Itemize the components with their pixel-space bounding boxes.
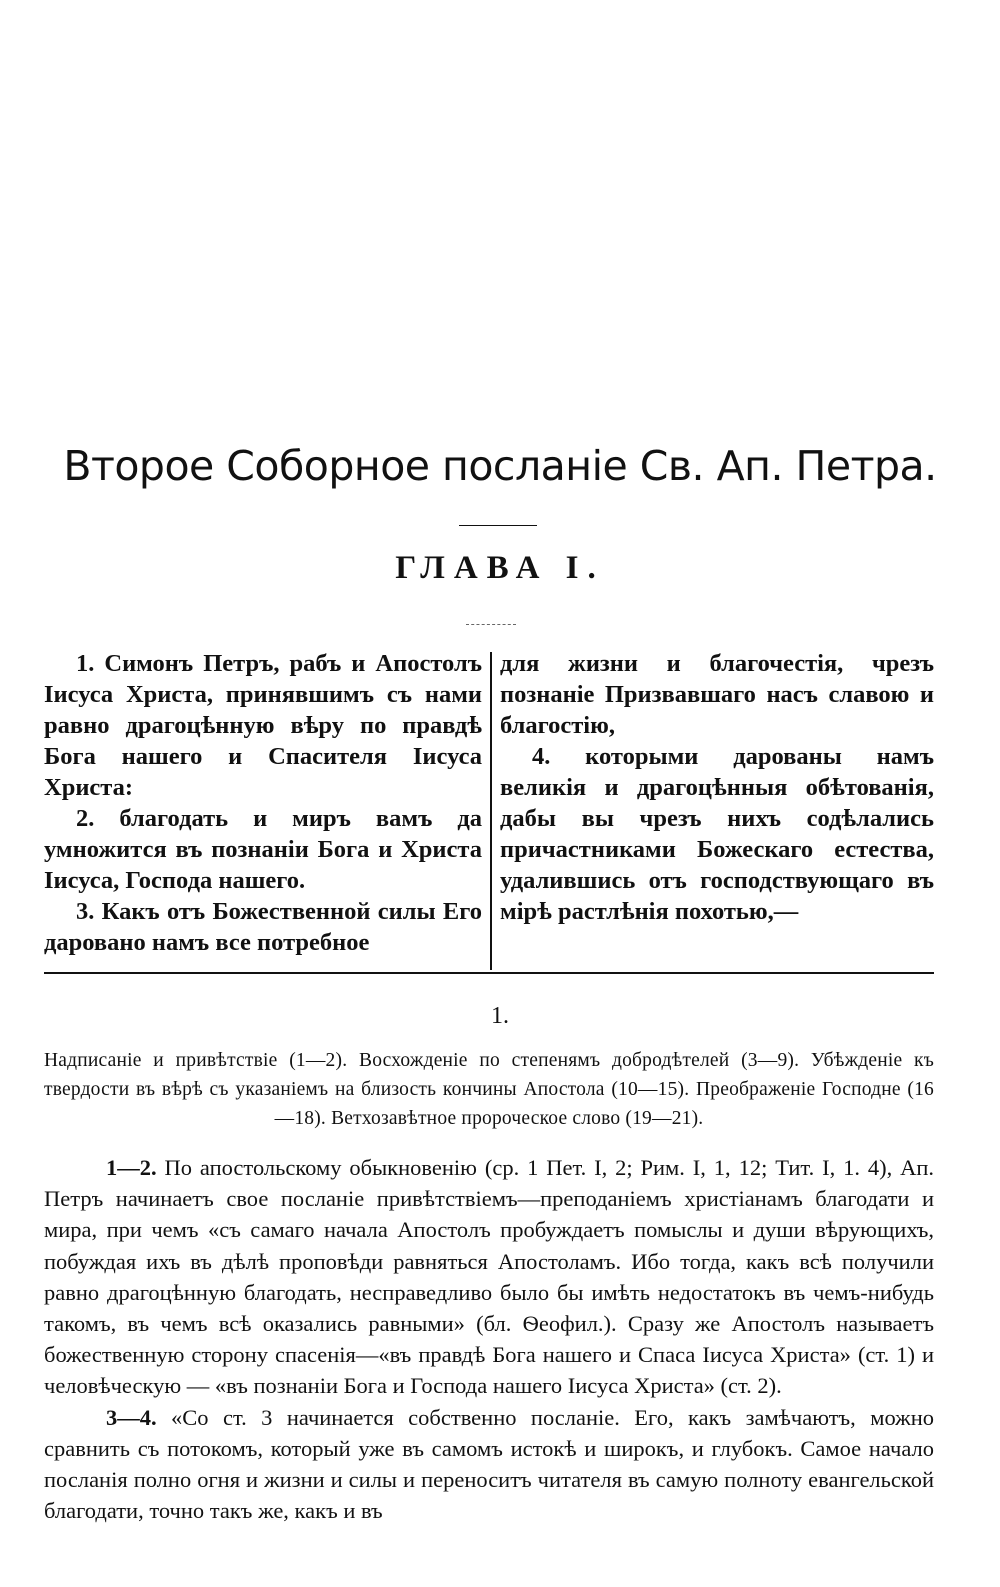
commentary-paragraph xyxy=(44,1402,934,1527)
verse-1: 1. Симонъ Петръ, рабъ и Апостолъ Іисуса Христа, принявшимъ съ нами равно драгоцѣнную вѣру по правдѣ Бога нашего и Спасителя Іисуса Христа: xyxy=(44,650,482,801)
verse-3-continued: для жизни и благочестія, чрезъ познаніе Призвавшаго насъ славою и благостію, xyxy=(500,650,934,739)
verse-reference: 3—4. xyxy=(106,1404,157,1430)
verse-3: 3. Какъ отъ Божественной силы Его даровано намъ все потребное xyxy=(44,898,482,956)
verse-2: 2. благодать и миръ вамъ да умножится въ познаніи Бога и Христа Іисуса, Господа нашего. xyxy=(44,805,482,894)
section-number: 1. xyxy=(491,1003,509,1029)
page-title: Второе Соборное посланіе Св. Ап. Петра. xyxy=(63,442,937,490)
chapter-heading: ГЛАВА I. xyxy=(395,550,605,586)
title-divider xyxy=(459,525,537,526)
verse-reference: 1—2. xyxy=(106,1155,157,1180)
scripture-bottom-rule xyxy=(44,972,934,974)
column-divider xyxy=(490,652,492,970)
commentary-paragraph xyxy=(44,1152,934,1402)
section-summary: Надписаніе и привѣтствіе (1—2). Восхожденіе по степенямъ добродѣтелей (3—9). Убѣжденіе къ твердости въ вѣрѣ съ указаніемъ на близость кончины Апостола (10—15). Преображеніе Господне (16—18). Ветхозавѣтное пророческое слово (19—21). xyxy=(44,1050,934,1129)
verse-4: 4. которыми дарованы намъ великія и драгоцѣнныя обѣтованія, дабы вы чрезъ нихъ содѣлались причастниками Божескаго естества, удалившись отъ господствующаго въ мірѣ растлѣнія похотью,— xyxy=(500,743,934,925)
scripture-text xyxy=(44,648,934,970)
scripture-left-column xyxy=(44,648,482,958)
chapter-divider xyxy=(466,624,516,625)
commentary-text: По апостольскому обыкновенію (ср. 1 Пет. I, 2; Рим. I, 1, 12; Тит. I, 1. 4), Ап. Петръ начинаетъ свое посланіе привѣтствіемъ—преподаніемъ христіанамъ благодати и мира, при чемъ «съ самаго начала Апостолъ пробуждаетъ помыслы и души вѣрующихъ, побуждая ихъ въ дѣлѣ проповѣди равняться Апостоламъ. Ибо тогда, какъ всѣ получили равно драгоцѣнную благодать, несправедливо было бы имѣть недостатокъ въ чемъ-нибудь такомъ, въ чемъ всѣ оказались равными» (бл. Ѳеофил.). Сразу же Апостолъ называетъ божественную сторону спасенія—«въ правдѣ Бога нашего и Спаса Іисуса Христа» (ст. 1) и человѣческую — «въ познаніи Бога и Господа нашего Іисуса Христа» (ст. 2). xyxy=(44,1155,935,1399)
commentary xyxy=(44,1152,934,1526)
scripture-right-column xyxy=(500,648,934,927)
commentary-text: «Со ст. 3 начинается собственно посланіе. Его, какъ замѣчаютъ, можно сравнить съ потокомъ, который уже въ самомъ истокѣ и широкъ, и глубокъ. Самое начало посланія полно огня и жизни и силы и переноситъ читателя въ самую полноту евангельской благодати, точно такъ же, какъ и въ xyxy=(44,1404,934,1524)
